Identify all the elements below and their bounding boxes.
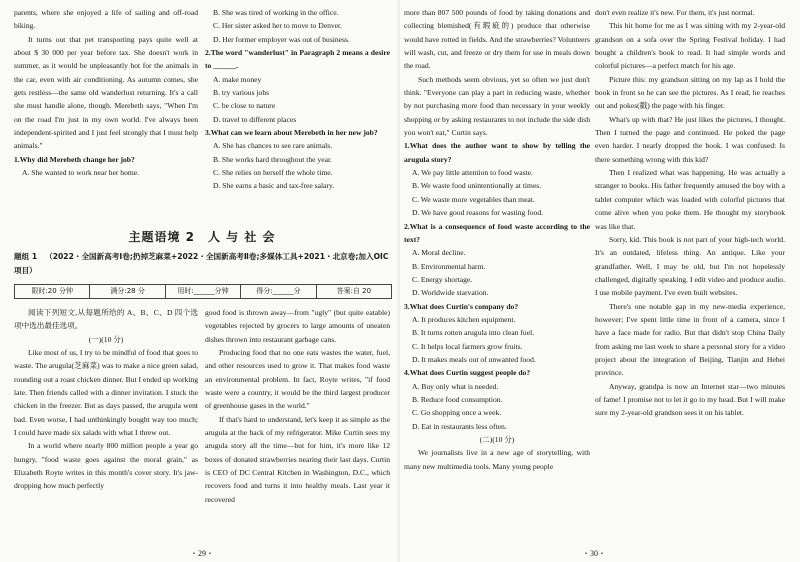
left-page-column-2-passage	[205, 306, 390, 506]
answer-option: C. Energy shortage.	[412, 274, 473, 284]
answer-option: B. She works hard throughout the year.	[213, 154, 332, 164]
paragraph: Picture this: my grandson sitting on my lap as I hold the book in front so he can see the pictures. As I read, he reaches out and pokes(戳) the page with his finger.	[595, 74, 785, 111]
answer-option: D. We have good reasons for wasting food.	[412, 208, 544, 218]
paragraph: more than 807 500 pounds of food by taking donations and collecting blemished(有瑕疵的) produce that otherwise would have rotted in fields. And the strawberries? Volunteers will wash, cut, and freeze or dry them for use in meals down the road.	[404, 8, 590, 71]
answer-option: D. travel to different places	[213, 114, 297, 124]
left-page-column-1-top	[14, 6, 198, 179]
paragraph: parents, where she enjoyed a life of sailing and off-road biking.	[14, 8, 198, 31]
paragraph: don't even realize it's new. For them, it's just normal.	[595, 8, 755, 17]
answer-option: A. She has chances to see rare animals.	[213, 141, 333, 151]
question: 3.What can we learn about Merebeth in her new job?	[205, 128, 378, 138]
instructions: 阅读下列短文,从每题所给的 A、B、C、D 四个选项中选出最佳选项。	[14, 308, 198, 331]
time-limit: 限时:20 分钟	[15, 285, 90, 298]
paragraph: Such methods seem obvious, yet so often we just don't think. "Everyone can play a part in reducing waste, whether by not purchasing more food than necessary in your weekly shopping or by asking restaurants to not include the side dish you won't eat," Curtin says.	[404, 74, 590, 138]
paragraph: It turns out that pet transporting pays quite well at about $ 30 000 per year before tax. She doesn't work in summer, as it would be unpleasantly hot for the animals in the car, even with air conditioning. As autumn comes, she gets restless—the same old wanderlust returning. It's a call she must handle alone, though. Merebeth says, "When I'm on the road I'm just in my own world. I've always been independent-spirited and I just feel strongly that I must help animals."	[14, 34, 198, 151]
answer-option: A. make money	[213, 74, 262, 84]
answer-option: B. try various jobs	[213, 88, 270, 98]
page-number-left: ・29・	[190, 549, 214, 558]
answer-option: C. be close to nature	[213, 101, 276, 111]
left-page-column-2-top	[205, 6, 390, 193]
answer-option: A. It produces kitchen equipment.	[412, 314, 516, 324]
answer-option: A. We pay little attention to food waste.	[412, 168, 533, 178]
passage-label: (二)(10 分)	[479, 435, 515, 444]
answer-option: C. It helps local farmers grow fruits.	[412, 341, 523, 351]
answer-option: C. Her sister asked her to move to Denver.	[213, 21, 343, 31]
answer-option: D. She earns a basic and tax-free salary.	[213, 181, 335, 191]
left-page-column-1-passage	[14, 306, 198, 493]
answer-option: A. Moral decline.	[412, 248, 466, 258]
answer-option: D. Her former employer was out of business.	[213, 34, 350, 44]
paragraph: Sorry, kid. This book is not part of your high-tech world. It's an outdated, lifeless thing. An antique. Like your grandfather. Well, I may be old, but I'm not hopelessly challenged, digitally speaking. I edit video and produce audio. I use mobile payment. I've even built websites.	[595, 234, 785, 298]
answer-option: B. Environmental harm.	[412, 261, 486, 271]
paragraph: We journalists live in a new age of storytelling, with many new multimedia tools. Many young people	[404, 448, 590, 471]
answer-option: A. She wanted to work near her home.	[22, 168, 140, 178]
answer-ref: 答案:自 20	[336, 287, 372, 295]
answer-option: A. Buy only what is needed.	[412, 381, 499, 391]
answer-option: C. She relies on herself the whole time.	[213, 168, 333, 178]
right-page-column-1	[404, 6, 590, 473]
right-page-column-2	[595, 6, 785, 420]
score-got: 得分:______分	[241, 285, 316, 298]
paragraph: Producing food that no one eats wastes the water, fuel, and other resources used to grow it. That makes food waste an environmental problem. In fact, Royte writes, "if food waste were a country, it would be the third largest producer of greenhouse gases in the world."	[205, 348, 390, 411]
answer-option: B. Reduce food consumption.	[412, 394, 503, 404]
answer-option: C. Go shopping once a week.	[412, 408, 502, 418]
group-sources: （2022・全国新高考Ⅰ卷;扔掉芝麻菜+2022・全国新高考Ⅱ卷;多媒体工具+2021・北京卷;加入OIC项目）	[14, 252, 389, 275]
question: 1.Why did Merebeth change her job?	[14, 154, 135, 164]
paragraph: If that's hard to understand, let's keep it as simple as the arugula at the back of my refrigerator. Mike Curtin sees my arugula story all the time—but for him, it's more like 12 boxes of donated strawberries nearing their last days. Curtin is CEO of DC Central Kitchen in Washington, D.C., which recovers food and turns it into healthy meals. Last year it recovered	[205, 414, 390, 504]
paragraph: There's one notable gap in my new-media experience, however; I've spent little time in front of a camera, since I have a face made for radio. But that didn't stop China Daily from asking me last week to share a personal story for a video project about the integration of Beijing, Tianjin and Hebei province.	[595, 301, 785, 378]
paragraph: Anyway, grandpa is now an Internet star—two minutes of fame! I promise not to let it go to my head. But I will make sure my 2-year-old grandson sees it on his tablet.	[595, 381, 785, 418]
answer-option: D. Eat in restaurants less often.	[412, 421, 507, 431]
group-label: 题组 1	[14, 252, 38, 261]
paragraph: good food is thrown away—from "ugly" (but quite eatable) vegetables rejected by grocers to large amounts of uneaten dishes thrown into restaurant garbage cans.	[205, 308, 390, 344]
paragraph: Like most of us, I try to be mindful of food that goes to waste. The arugula(芝麻菜) was to make a nice green salad, rounding out a roast chicken dinner. But I ended up working late. Then friends called with a dinner invitation. I stuck the chicken in the freezer. But as days passed, the arugula went bad. Even worse, I had unthinkingly bought way too much; I could have made six salads with what I threw out.	[14, 348, 198, 438]
exercise-group-title	[14, 250, 390, 278]
passage-label: (一)(10 分)	[88, 334, 124, 344]
page-fold	[398, 0, 400, 562]
answer-option: C. We waste more vegetables than meat.	[412, 194, 535, 204]
answer-option: B. It turns rotten arugula into clean fuel.	[412, 328, 535, 338]
paragraph: This hit home for me as I was sitting with my 2-year-old grandson on a sofa over the Spring Festival holiday. I had bought a children's book to read. It had simple words and colorful pictures—a perfect match for his age.	[595, 21, 785, 71]
question: 2.The word "wanderlust" in Paragraph 2 means a desire to ______.	[205, 48, 390, 71]
answer-option: B. We waste food unintentionally at times.	[412, 181, 542, 191]
section-heading: 主题语境 2 人 与 社 会	[128, 230, 276, 244]
page-number-right: ・30・	[582, 549, 606, 558]
question: 2.What is a consequence of food waste according to the text?	[404, 221, 590, 244]
question: 1.What does the author want to show by telling the arugula story?	[404, 141, 590, 164]
full-score: 满分:28 分	[90, 285, 165, 298]
paragraph: In a world where nearly 800 million people a year go hungry, "food waste goes against the moral grain," as Elizabeth Royte writes in this month's cover story. It's jaw-dropping how much perfectly	[14, 441, 198, 491]
time-score-bar	[14, 284, 392, 299]
answer-option: D. It makes meals out of unwanted food.	[412, 354, 536, 364]
paragraph: What's up with that? He just likes the pictures, I thought. Then I turned the page and continued. He poked the page even harder. I nearly dropped the book. I was confused: Is there something wrong with this kid?	[595, 114, 785, 164]
time-used: 用时:______分钟	[166, 285, 241, 298]
paragraph: Then I realized what was happening. He was actually a stranger to books. His father frequently amused the boy with a tablet computer which was loaded with colorful pictures that come alive when you poke them. He thought my storybook was like that.	[595, 168, 785, 231]
question: 4.What does Curtin suggest people do?	[404, 368, 531, 378]
question: 3.What does Curtin's company do?	[404, 301, 519, 311]
answer-option: B. She was tired of working in the office.	[213, 8, 339, 17]
answer-option: D. Worldwide starvation.	[412, 288, 489, 298]
